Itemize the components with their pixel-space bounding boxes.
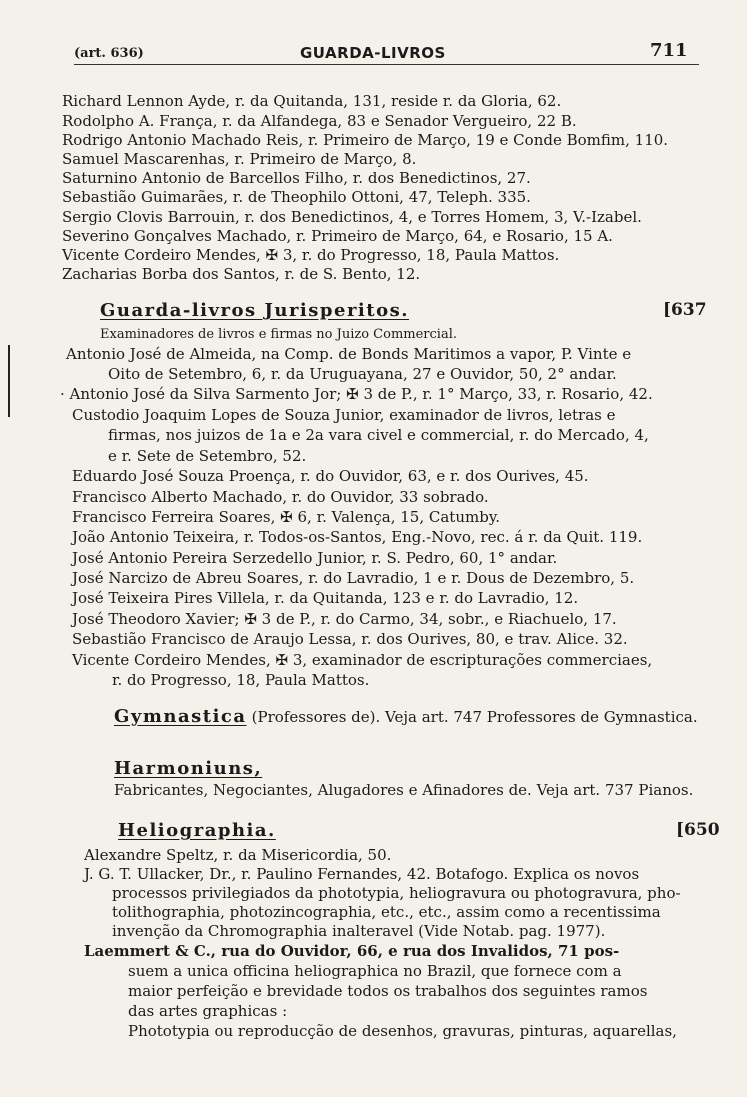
section-heading-harmoniums xyxy=(114,758,262,779)
list-item: Laemmert & C., rua do Ouvidor, 66, e rua dos Invalidos, 71 pos- xyxy=(84,942,620,960)
list-item: Sebastião Francisco de Araujo Lessa, r. dos Ourives, 80, e trav. Alice. 32. xyxy=(72,630,628,648)
list-item: J. G. T. Ullacker, Dr., r. Paulino Fernandes, 42. Botafogo. Explica os novos xyxy=(84,865,640,883)
list-item: Zacharias Borba dos Santos, r. de S. Bento, 12. xyxy=(62,265,421,283)
list-item: Samuel Mascarenhas, r. Primeiro de Março, 8. xyxy=(62,150,417,168)
list-item: Alexandre Speltz, r. da Misericordia, 50. xyxy=(84,846,392,864)
list-item: José Narcizo de Abreu Soares, r. do Lavradio, 1 e r. Dous de Dezembro, 5. xyxy=(72,569,635,587)
list-item: José Teixeira Pires Villela, r. da Quitanda, 123 e r. do Lavradio, 12. xyxy=(72,589,579,607)
section-number-text: [637 xyxy=(663,300,707,320)
list-item: Antonio José de Almeida, na Comp. de Bonds Maritimos a vapor, P. Vinte e xyxy=(66,345,632,363)
section-number-text: [650 xyxy=(676,820,720,840)
list-item: José Theodoro Xavier; ✠ 3 de P., r. do Carmo, 34, sobr., e Riachuelo, 17. xyxy=(72,610,617,628)
section-heading-jurisperitos xyxy=(100,300,409,321)
list-item: Eduardo José Souza Proença, r. do Ouvidor, 63, e r. dos Ourives, 45. xyxy=(72,467,589,485)
running-title: GUARDA-LIVROS xyxy=(300,44,446,62)
section-heading-gymnastica xyxy=(114,706,698,727)
section-text: Fabricantes, Negociantes, Alugadores e Afinadores de. Veja art. 737 Pianos. xyxy=(114,781,694,799)
section-number xyxy=(663,300,707,320)
list-item: João Antonio Teixeira, r. Todos-os-Santos, Eng.-Novo, rec. á r. da Quit. 119. xyxy=(72,528,643,546)
page-number: 711 xyxy=(650,40,688,61)
list-item: Francisco Ferreira Soares, ✠ 6, r. Valença, 15, Catumby. xyxy=(72,508,501,526)
list-item: Richard Lennon Ayde, r. da Quitanda, 131, reside r. da Gloria, 62. xyxy=(62,92,562,110)
section-title: Heliographia. xyxy=(118,820,276,841)
list-item: Francisco Alberto Machado, r. do Ouvidor, 33 sobrado. xyxy=(72,488,489,506)
list-item: maior perfeição e brevidade todos os trabalhos dos seguintes ramos xyxy=(128,982,648,1000)
list-item: r. do Progresso, 18, Paula Mattos. xyxy=(112,671,370,689)
section-heading-heliographia xyxy=(118,820,276,841)
section-subtitle: Examinadores de livros e firmas no Juizo Commercial. xyxy=(100,327,457,342)
list-item: e r. Sete de Setembro, 52. xyxy=(108,447,307,465)
list-item: Sebastião Guimarães, r. de Theophilo Ottoni, 47, Teleph. 335. xyxy=(62,188,531,206)
list-item: Vicente Cordeiro Mendes, ✠ 3, r. do Progresso, 18, Paula Mattos. xyxy=(62,246,560,264)
list-item: firmas, nos juizos de 1a e 2a vara civel e commercial, r. do Mercado, 4, xyxy=(108,426,649,444)
list-item: Oito de Setembro, 6, r. da Uruguayana, 27 e Ouvidor, 50, 2° andar. xyxy=(108,365,617,383)
list-item: das artes graphicas : xyxy=(128,1002,288,1020)
list-item: tolithographia, photozincographia, etc., etc., assim como a recentissima xyxy=(112,903,661,921)
list-item: José Antonio Pereira Serzedello Junior, r. S. Pedro, 60, 1° andar. xyxy=(72,549,558,567)
list-item: Phototypia ou reproducção de desenhos, gravuras, pinturas, aquarellas, xyxy=(128,1022,677,1040)
list-item: · Antonio José da Silva Sarmento Jor; ✠ 3 de P., r. 1° Março, 33, r. Rosario, 42. xyxy=(60,385,653,403)
section-title: Guarda-livros Jurisperitos. xyxy=(100,300,409,321)
article-ref: (art. 636) xyxy=(74,46,144,61)
list-item: Custodio Joaquim Lopes de Souza Junior, examinador de livros, letras e xyxy=(72,406,616,424)
header-rule xyxy=(74,64,699,65)
list-item: Vicente Cordeiro Mendes, ✠ 3, examinador de escripturações commerciaes, xyxy=(72,651,653,669)
list-item: invenção da Chromographia inalteravel (Vide Notab. pag. 1977). xyxy=(112,922,606,940)
list-item: Saturnino Antonio de Barcellos Filho, r. dos Benedictinos, 27. xyxy=(62,169,531,187)
list-item: processos privilegiados da phototypia, heliogravura ou photogravura, pho- xyxy=(112,884,681,902)
list-item: Sergio Clovis Barrouin, r. dos Benedictinos, 4, e Torres Homem, 3, V.-Izabel. xyxy=(62,208,642,226)
section-title: Gymnastica xyxy=(114,706,247,727)
list-item: suem a unica officina heliographica no Brazil, que fornece com a xyxy=(128,962,622,980)
section-number xyxy=(676,820,720,840)
section-text: (Professores de). Veja art. 747 Professores de Gymnastica. xyxy=(251,708,698,726)
list-item: Rodrigo Antonio Machado Reis, r. Primeiro de Março, 19 e Conde Bomfim, 110. xyxy=(62,131,669,149)
list-item: Severino Gonçalves Machado, r. Primeiro de Março, 64, e Rosario, 15 A. xyxy=(62,227,613,245)
list-item: Rodolpho A. França, r. da Alfandega, 83 e Senador Vergueiro, 22 B. xyxy=(62,112,577,130)
margin-mark xyxy=(8,345,10,417)
page-header xyxy=(0,40,747,66)
section-title: Harmoniuns, xyxy=(114,758,263,779)
